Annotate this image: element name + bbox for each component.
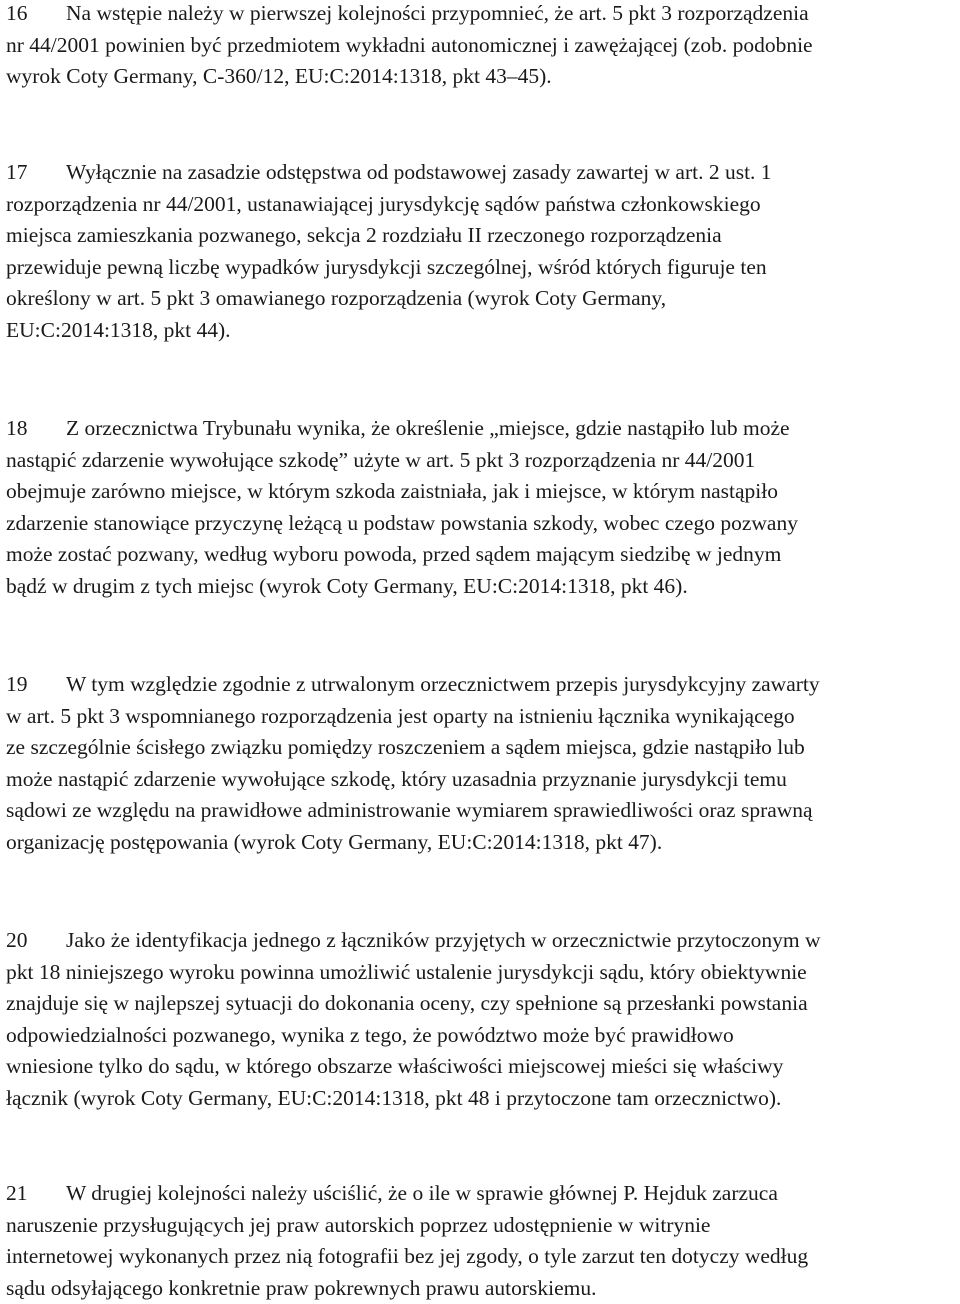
paragraph-text: Na wstępie należy w pierwszej kolejności przypomnieć, że art. 5 pkt 3 rozporządzenia — [66, 1, 809, 25]
paragraph-text: W drugiej kolejności należy uściślić, że o ile w sprawie głównej P. Hejduk zarzuca — [66, 1181, 778, 1205]
paragraph-line — [6, 0, 958, 30]
paragraph-line — [6, 925, 958, 957]
paragraph-line: EU:C:2014:1318, pkt 44). — [6, 315, 958, 347]
paragraph-line: zdarzenie stanowiące przyczynę leżącą u podstaw powstania szkody, wobec czego pozwany — [6, 508, 958, 540]
paragraph-line — [6, 413, 958, 445]
paragraph-line: przewiduje pewną liczbę wypadków jurysdykcji szczególnej, wśród których figuruje ten — [6, 252, 958, 284]
paragraph-text: W tym względzie zgodnie z utrwalonym orzecznictwem przepis jurysdykcyjny zawarty — [66, 672, 820, 696]
paragraph-line: może zostać pozwany, według wyboru powoda, przed sądem mającym siedzibę w jednym — [6, 539, 958, 571]
paragraph-18 — [6, 413, 958, 602]
paragraph-line: nastąpić zdarzenie wywołujące szkodę” użyte w art. 5 pkt 3 rozporządzenia nr 44/2001 — [6, 445, 958, 477]
paragraph-line: znajduje się w najlepszej sytuacji do dokonania oceny, czy spełnione są przesłanki powstania — [6, 988, 958, 1020]
paragraph-line: sądowi ze względu na prawidłowe administrowanie wymiarem sprawiedliwości oraz sprawną — [6, 795, 958, 827]
paragraph-line: wyrok Coty Germany, C‑360/12, EU:C:2014:1318, pkt 43–45). — [6, 61, 958, 93]
paragraph-line: miejsca zamieszkania pozwanego, sekcja 2 rozdziału II rzeczonego rozporządzenia — [6, 220, 958, 252]
paragraph-line — [6, 1178, 958, 1210]
paragraph-21 — [6, 1178, 958, 1304]
paragraph-number: 18 — [6, 413, 66, 445]
paragraph-number: 19 — [6, 669, 66, 701]
paragraph-line: może nastąpić zdarzenie wywołujące szkodę, który uzasadnia przyznanie jurysdykcji temu — [6, 764, 958, 796]
paragraph-line: sądu odsyłającego konkretnie praw pokrewnych prawu autorskiemu. — [6, 1273, 958, 1304]
paragraph-line: odpowiedzialności pozwanego, wynika z tego, że powództwo może być prawidłowo — [6, 1020, 958, 1052]
paragraph-text: Wyłącznie na zasadzie odstępstwa od podstawowej zasady zawartej w art. 2 ust. 1 — [66, 160, 772, 184]
paragraph-number: 20 — [6, 925, 66, 957]
paragraph-line: bądź w drugim z tych miejsc (wyrok Coty Germany, EU:C:2014:1318, pkt 46). — [6, 571, 958, 603]
paragraph-line: organizację postępowania (wyrok Coty Germany, EU:C:2014:1318, pkt 47). — [6, 827, 958, 859]
paragraph-number: 16 — [6, 0, 66, 30]
paragraph-17 — [6, 157, 958, 346]
paragraph-line: łącznik (wyrok Coty Germany, EU:C:2014:1318, pkt 48 i przytoczone tam orzecznictwo). — [6, 1083, 958, 1115]
paragraph-line: nr 44/2001 powinien być przedmiotem wykładni autonomicznej i zawężającej (zob. podobnie — [6, 30, 958, 62]
paragraph-number: 17 — [6, 157, 66, 189]
paragraph-number: 21 — [6, 1178, 66, 1210]
paragraph-line: w art. 5 pkt 3 wspomnianego rozporządzenia jest oparty na istnieniu łącznika wynikającego — [6, 701, 958, 733]
paragraph-line — [6, 157, 958, 189]
paragraph-line: rozporządzenia nr 44/2001, ustanawiającej jurysdykcję sądów państwa członkowskiego — [6, 189, 958, 221]
paragraph-line: pkt 18 niniejszego wyroku powinna umożliwić ustalenie jurysdykcji sądu, który obiektywnie — [6, 957, 958, 989]
paragraph-line — [6, 669, 958, 701]
paragraph-19 — [6, 669, 958, 858]
paragraph-line: wniesione tylko do sądu, w którego obszarze właściwości miejscowej mieści się właściwy — [6, 1051, 958, 1083]
paragraph-line: ze szczególnie ścisłego związku pomiędzy roszczeniem a sądem miejsca, gdzie nastąpiło lub — [6, 732, 958, 764]
paragraph-line: określony w art. 5 pkt 3 omawianego rozporządzenia (wyrok Coty Germany, — [6, 283, 958, 315]
paragraph-16 — [6, 0, 958, 93]
paragraph-line: internetowej wykonanych przez nią fotografii bez jej zgody, o tyle zarzut ten dotyczy według — [6, 1241, 958, 1273]
paragraph-text: Jako że identyfikacja jednego z łączników przyjętych w orzecznictwie przytoczonym w — [66, 928, 821, 952]
paragraph-text: Z orzecznictwa Trybunału wynika, że określenie „miejsce, gdzie nastąpiło lub może — [66, 416, 790, 440]
paragraph-line: obejmuje zarówno miejsce, w którym szkoda zaistniała, jak i miejsce, w którym nastąpiło — [6, 476, 958, 508]
paragraph-line: naruszenie przysługujących jej praw autorskich poprzez udostępnienie w witrynie — [6, 1210, 958, 1242]
paragraph-20 — [6, 925, 958, 1114]
